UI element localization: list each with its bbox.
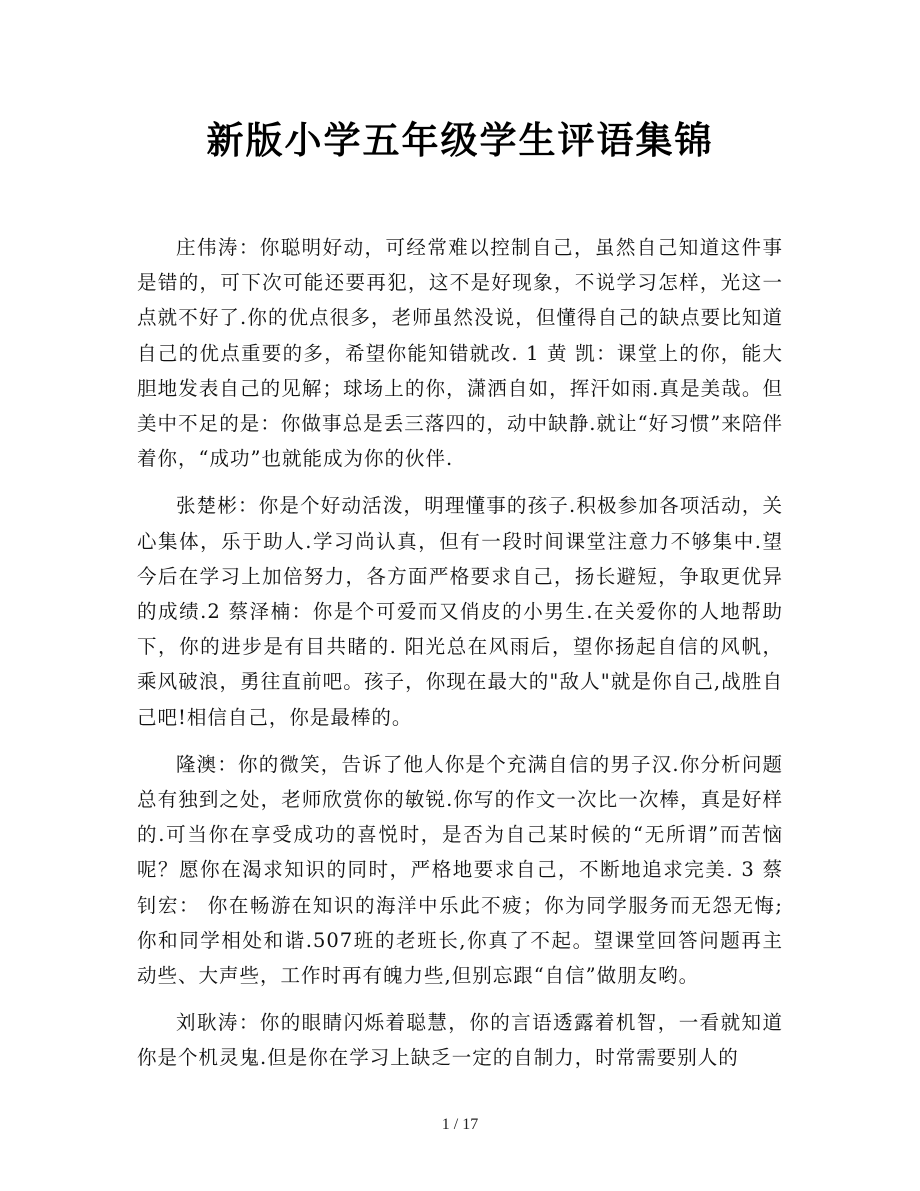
paragraph-zhang-chubin: 张楚彬：你是个好动活泼，明理懂事的孩子.积极参加各项活动，关心集体，乐于助人.学习尚认真，但有一段时间课堂注意力不够集中.望今后在学习上加倍努力，各方面严格要求自己，扬长避短，争取更优异的成绩.2 蔡泽楠：你是个可爱而又俏皮的小男生.在关爱你的人地帮助下，你的进步是有目共睹的. 阳光总在风雨后，望你扬起自信的风帆，乘风破浪，勇往直前吧。孩子，你现在最大的"敌人"就是你自己,战胜自己吧!相信自己，你是最棒的。 — [137, 494, 783, 729]
paragraph-long-ao: 隆澳：你的微笑，告诉了他人你是个充满自信的男子汉.你分析问题总有独到之处，老师欣赏你的敏锐.你写的作文一次比一次棒，真是好样的.可当你在享受成功的喜悦时，是否为自己某时候的“无所谓”而苦恼呢？愿你在渴求知识的同时，严格地要求自己，不断地追求完美. 3 蔡钊宏： 你在畅游在知识的海洋中乐此不疲；你为同学服务而无怨无悔;你和同学相处和谐.507班的老班长,你真了不起。望课堂回答问题再主动些、大声些，工作时再有魄力些,但别忘跟“自信”做朋友哟。 — [137, 752, 783, 988]
paragraph-zhuang-weitao: 庄伟涛：你聪明好动，可经常难以控制自己，虽然自己知道这件事是错的，可下次可能还要再犯，这不是好现象，不说学习怎样，光这一点就不好了.你的优点很多，老师虽然没说，但懂得自己的缺点要比知道自己的优点重要的多，希望你能知错就改. 1 黄 凯：课堂上的你，能大胆地发表自己的见解；球场上的你，潇洒自如，挥汗如雨.真是美哉。但美中不足的是：你做事总是丢三落四的，动中缺静.就让“好习惯”来陪伴着你，“成功”也就能成为你的伙伴. — [137, 236, 783, 471]
page-number: 1 / 17 — [441, 1116, 479, 1133]
document-body — [137, 230, 783, 1088]
document-title: 新版小学五年级学生评语集锦 — [206, 119, 714, 162]
paragraph-liu-gengtao: 刘耿涛：你的眼睛闪烁着聪慧，你的言语透露着机智，一看就知道你是个机灵鬼.但是你在学习上缺乏一定的自制力，时常需要别人的 — [137, 1011, 783, 1070]
